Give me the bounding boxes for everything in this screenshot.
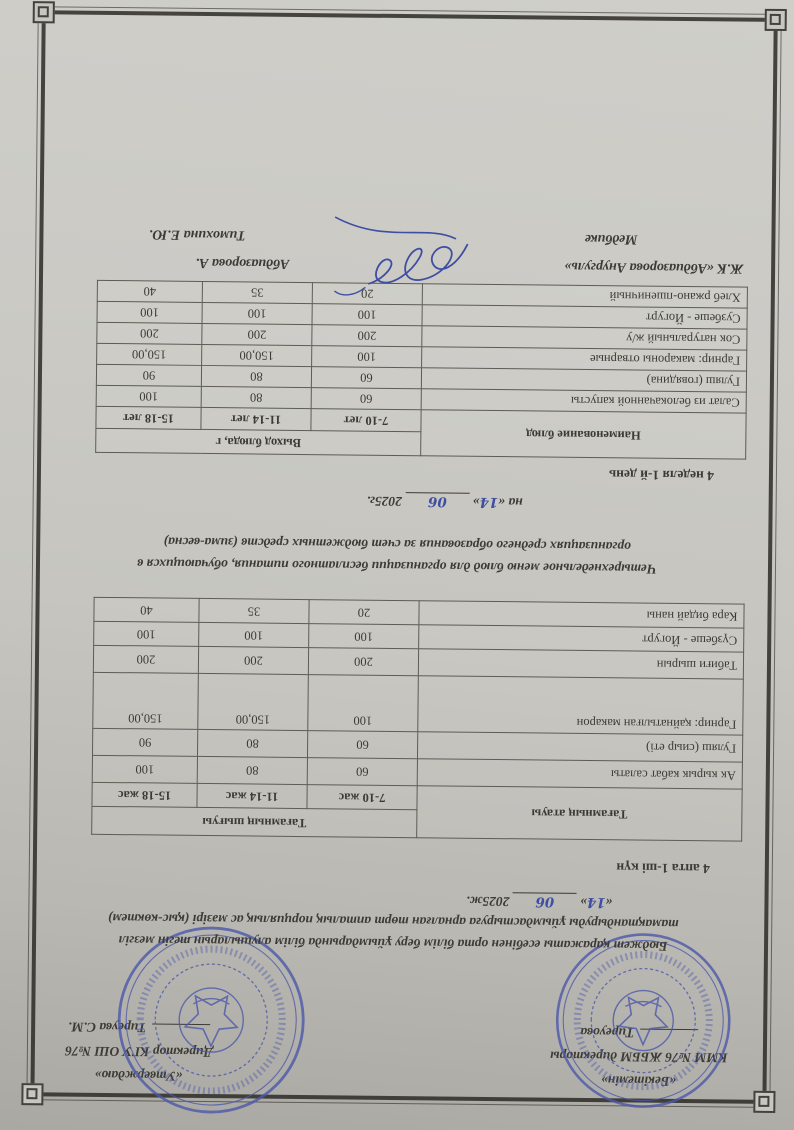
approve-label-ru: «Утверждаю» [94, 1067, 183, 1084]
director-title-ru: Директор КГУ ОШ №76 [65, 1043, 213, 1061]
age-col-ru: 15-18 лет [96, 406, 201, 429]
frame-corner-ornament [753, 1091, 775, 1113]
week-label-kk: 4 апта 1-ші күн [616, 860, 710, 877]
director-name-kk: Тиреуова [580, 1024, 635, 1041]
handwritten-month-kk: 06 [535, 893, 555, 910]
col-header-output-kk: Тағамның шығуы [92, 806, 417, 837]
table-row: Хлеб ржано-пшеничный 20 35 40 [97, 280, 747, 308]
handwritten-day-ru: 14 [479, 493, 499, 511]
age-col-kk: 7-10 жас [307, 785, 417, 810]
footer-org: Ж.К «Абдиазорова Анургуль» [564, 258, 744, 276]
menu-title-kk-line2: тамақтандыруды ұйымдастыруға арналған төрт апталық порциялық ас мәзірі (қыс-көктем) [107, 910, 679, 932]
director-name-ru: Тиреува С.М. [68, 1019, 147, 1036]
table-row: Сузбеше - Йогурт 100 100 100 [97, 301, 747, 329]
table-row: Ак кырык кабат салаты 60 80 100 [92, 755, 742, 789]
table-row: Гарнир: макароны отварные 100 150,00 150,00 [97, 343, 747, 371]
year-ru: 2025г. [366, 493, 403, 510]
table-row: Сок натуральный ж/у 200 200 200 [97, 322, 747, 350]
week-label-ru: 4 неделя 1-й день [608, 467, 715, 484]
menu-table-kk [91, 597, 744, 842]
table-row: Гарнир: қайнатылған макарон 100 150,00 150,00 [93, 672, 744, 735]
col-header-output-ru: Выход блюда, г [96, 428, 421, 455]
director-title-kk: КММ №76 ЖББМ директоры [550, 1048, 728, 1066]
age-col-ru: 11-14 лет [201, 407, 311, 430]
menu-title-ru [40, 529, 754, 580]
footer-nurse-label: Медбике [584, 230, 638, 247]
table-row: Кара бидай наны 20 35 40 [94, 597, 744, 628]
age-col-ru: 7-10 лет [311, 409, 421, 432]
date-line-ru: на «14» 06 2025г. [366, 493, 523, 511]
table-row: Салат из белокачанной капусты 60 80 100 [96, 385, 746, 413]
frame-corner-ornament [765, 9, 787, 31]
table-row: Гуляш (говядина) 60 80 90 [96, 364, 746, 392]
age-col-kk: 15-18 жас [92, 782, 197, 807]
menu-title-kk [36, 906, 750, 957]
menu-title-ru-line1: Четырехнедельное меню блюд для организации бесплатного питания, обучающихся в [137, 556, 657, 577]
menu-title-ru-line2: организациях среднего образования за счет бюджетных средств (зима-весна) [163, 534, 631, 555]
date-line-kk: «14» 06 2025ж. [466, 893, 613, 911]
col-header-name-kk: Тағамның атауы [417, 786, 743, 841]
frame-corner-ornament [33, 1, 55, 23]
handwritten-signature [315, 207, 486, 309]
table-row: Гуляш (сиыр еті) 60 80 90 [92, 728, 742, 762]
col-header-name-ru: Наименование блюд [421, 410, 746, 459]
table-row: Сүзбеше - Йогурт 100 100 100 [94, 621, 744, 652]
footer-director-name: Абдиазорова А. [195, 254, 290, 271]
age-col-kk: 11-14 жас [197, 783, 307, 808]
footer-nurse-name: Тимохина Е.Ю. [148, 226, 246, 243]
frame-corner-ornament [21, 1083, 43, 1105]
handwritten-day-kk: 14 [586, 894, 606, 911]
approve-label-kk: «Бекітемін» [600, 1073, 677, 1089]
handwritten-month-ru: 06 [427, 493, 447, 510]
menu-title-kk-line1: Бюджет қаражаты есебінен орта білім беру ұйымдарында білім алушыларын тегін мезгіл [118, 933, 668, 954]
table-row: Табиғи шырын 200 200 200 [93, 645, 743, 679]
year-kk: 2025ж. [466, 893, 510, 910]
